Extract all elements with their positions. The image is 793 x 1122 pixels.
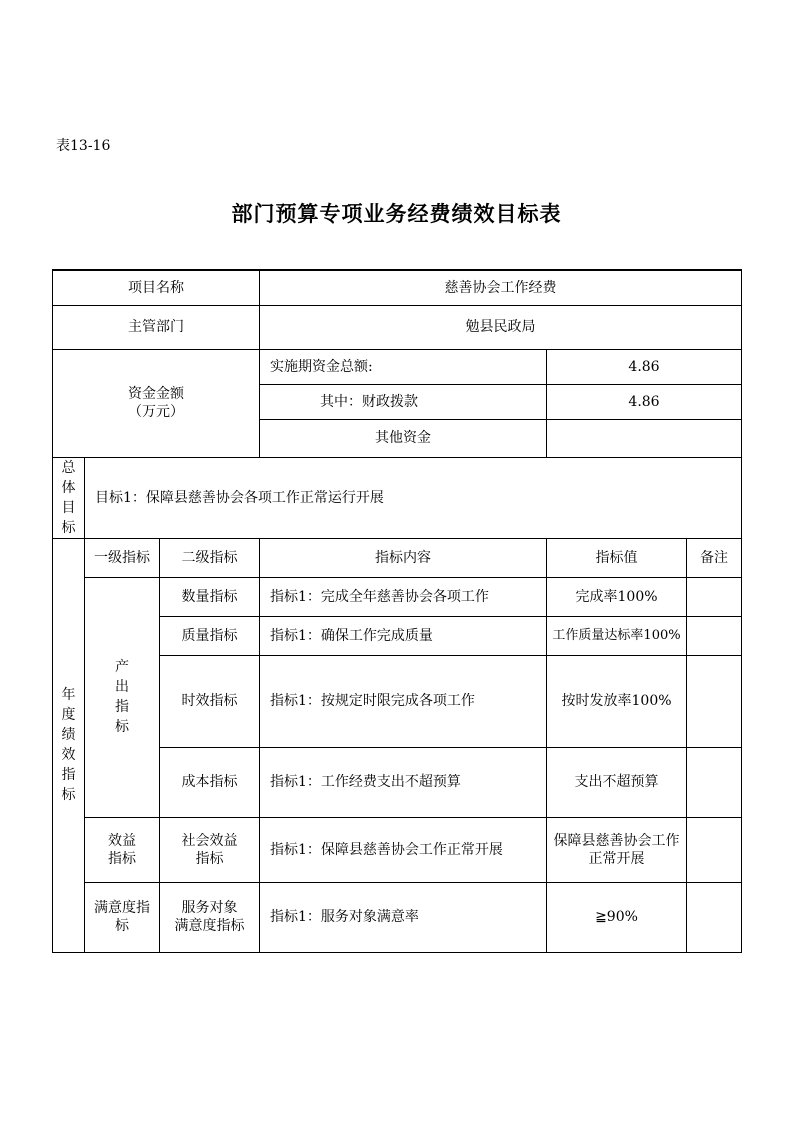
indicator-note [687,616,742,655]
row-department [53,305,742,349]
level2-line: 满意度指标 [174,918,245,934]
funds-label [53,349,260,457]
indicator-content: 指标1：完成全年慈善协会各项工作 [260,577,547,616]
benefit-label-line: 效益 [108,832,136,849]
row-overall-goal [53,457,742,538]
output-label-char: 指 [115,699,129,715]
indicator-value: ≧90% [547,882,687,952]
funds-label-line1: 资金金额 [128,386,184,402]
benefit-label-line: 指标 [108,850,136,867]
level2-indicator [160,817,260,882]
indicator-value: 保障县慈善协会工作正常开展 [547,817,687,882]
funds-other-label: 其他资金 [260,419,547,457]
overall-goal-text: 目标1：保障县慈善协会各项工作正常运行开展 [85,457,742,538]
annual-label-char: 度 [61,707,76,723]
annual-label-char: 绩 [61,727,76,743]
level2-indicator: 数量指标 [160,577,260,616]
table-number: 表13-16 [56,138,111,154]
indicator-content: 指标1：保障县慈善协会工作正常开展 [260,817,547,882]
department-label: 主管部门 [53,305,260,349]
annual-label-char: 标 [61,787,76,803]
page-title: 部门预算专项业务经费绩效目标表 [231,202,562,226]
output-label-char: 产 [115,659,129,675]
header-level2: 二级指标 [160,538,260,577]
benefit-indicators-label [85,817,160,882]
output-indicators-label [85,577,160,817]
indicator-note [687,747,742,817]
level2-line: 服务对象 [181,900,238,916]
table-row [53,817,742,882]
annual-label-char: 年 [61,687,76,703]
indicator-value: 完成率100% [547,577,687,616]
header-content: 指标内容 [260,538,547,577]
department-value: 勉县民政局 [260,305,742,349]
level2-line: 社会效益 [181,832,238,849]
annual-label-char: 效 [61,747,76,763]
table-row [53,577,742,616]
level2-indicator: 成本指标 [160,747,260,817]
indicator-content: 指标1：工作经费支出不超预算 [260,747,547,817]
satisfaction-label-line: 满意度指 [94,900,150,916]
funds-fiscal-label: 其中：财政拨款 [260,384,547,419]
funds-label-line2: （万元） [128,404,184,420]
header-level1: 一级指标 [85,538,160,577]
level2-line: 指标 [195,850,224,867]
output-label-char: 出 [115,679,129,695]
level2-indicator: 时效指标 [160,655,260,747]
funds-total-label: 实施期资金总额: [260,349,547,384]
header-value: 指标值 [547,538,687,577]
project-name-value: 慈善协会工作经费 [260,270,742,305]
overall-label-char: 标 [61,519,76,536]
project-name-label: 项目名称 [53,270,260,305]
funds-total-value: 4.86 [547,349,742,384]
output-label-char: 标 [115,719,129,735]
overall-goal-label [53,457,85,538]
header-note: 备注 [687,538,742,577]
indicator-value: 按时发放率100% [547,655,687,747]
table-row [53,882,742,952]
row-project-name [53,270,742,305]
indicator-content: 指标1：服务对象满意率 [260,882,547,952]
satisfaction-label-line: 标 [115,918,129,934]
annual-label-char: 指 [61,767,76,783]
performance-target-table [52,269,742,953]
row-funds-total [53,349,742,384]
level2-indicator: 质量指标 [160,616,260,655]
overall-label-char: 总 [61,459,76,476]
indicator-note [687,577,742,616]
indicator-note [687,655,742,747]
overall-label-char: 目 [61,499,76,516]
level2-indicator [160,882,260,952]
funds-fiscal-value: 4.86 [547,384,742,419]
indicator-value: 工作质量达标率100% [547,616,687,655]
indicator-content: 指标1：按规定时限完成各项工作 [260,655,547,747]
row-indicator-headers [53,538,742,577]
indicator-content: 指标1：确保工作完成质量 [260,616,547,655]
funds-other-value [547,419,742,457]
indicator-note [687,882,742,952]
indicator-value: 支出不超预算 [547,747,687,817]
indicator-note [687,817,742,882]
satisfaction-indicators-label [85,882,160,952]
overall-label-char: 体 [61,479,76,496]
annual-indicators-label [53,538,85,952]
